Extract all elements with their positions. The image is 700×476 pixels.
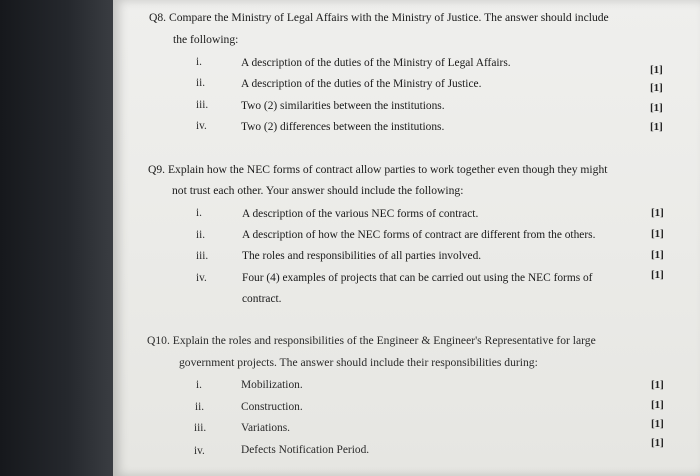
question-text-line: government projects. The answer should include their responsibilities during: — [179, 356, 538, 369]
item-mark: [1] — [651, 379, 664, 391]
item-number: iii. — [196, 99, 209, 111]
item-number: iv. — [196, 120, 207, 132]
item-mark: [1] — [650, 102, 663, 114]
question-text-line: Q10. Explain the roles and responsibilities of the Engineer & Engineer's Representative for large — [147, 334, 596, 347]
question-text-line: not trust each other. Your answer should include the following: — [172, 184, 464, 197]
item-number: iv. — [194, 445, 205, 457]
item-text: A description of how the NEC forms of contract are different from the others. — [242, 229, 596, 241]
item-number: iii. — [196, 250, 209, 262]
item-text: Two (2) similarities between the institutions. — [241, 100, 445, 112]
exam-paper — [113, 0, 700, 476]
item-number: i. — [196, 56, 202, 68]
item-mark: [1] — [651, 437, 664, 449]
item-mark: [1] — [650, 82, 663, 94]
item-text: Four (4) examples of projects that can be carried out using the NEC forms of — [242, 272, 593, 284]
dark-background-edge — [0, 0, 113, 476]
item-text: Construction. — [241, 401, 303, 413]
item-number: i. — [196, 207, 202, 219]
item-text: Variations. — [241, 422, 291, 434]
item-mark: [1] — [650, 121, 663, 133]
item-mark: [1] — [651, 207, 664, 219]
question-text-line: Q8. Compare the Ministry of Legal Affairs with the Ministry of Justice. The answer should include — [149, 11, 609, 24]
item-text: A description of the duties of the Ministry of Justice. — [241, 78, 482, 90]
item-text: Two (2) differences between the institutions. — [241, 121, 445, 133]
item-number: ii. — [196, 229, 206, 241]
item-number: ii. — [195, 401, 205, 413]
item-mark: [1] — [651, 249, 664, 261]
question-text-line: the following: — [173, 33, 239, 46]
item-number: ii. — [196, 77, 206, 89]
item-number: iii. — [194, 422, 207, 434]
item-text-continuation: contract. — [242, 293, 282, 305]
item-number: iv. — [196, 272, 207, 284]
item-mark: [1] — [651, 399, 664, 411]
item-text: The roles and responsibilities of all parties involved. — [242, 250, 482, 262]
item-mark: [1] — [651, 269, 664, 281]
item-mark: [1] — [651, 228, 664, 240]
item-text: Mobilization. — [241, 379, 303, 391]
item-text: Defects Notification Period. — [241, 444, 370, 456]
item-number: i. — [196, 379, 202, 391]
item-mark: [1] — [650, 64, 663, 76]
item-text: A description of the various NEC forms of contract. — [242, 208, 479, 220]
item-text: A description of the duties of the Ministry of Legal Affairs. — [241, 57, 511, 69]
question-text-line: Q9. Explain how the NEC forms of contract allow parties to work together even though they might — [148, 163, 608, 176]
item-mark: [1] — [651, 418, 664, 430]
